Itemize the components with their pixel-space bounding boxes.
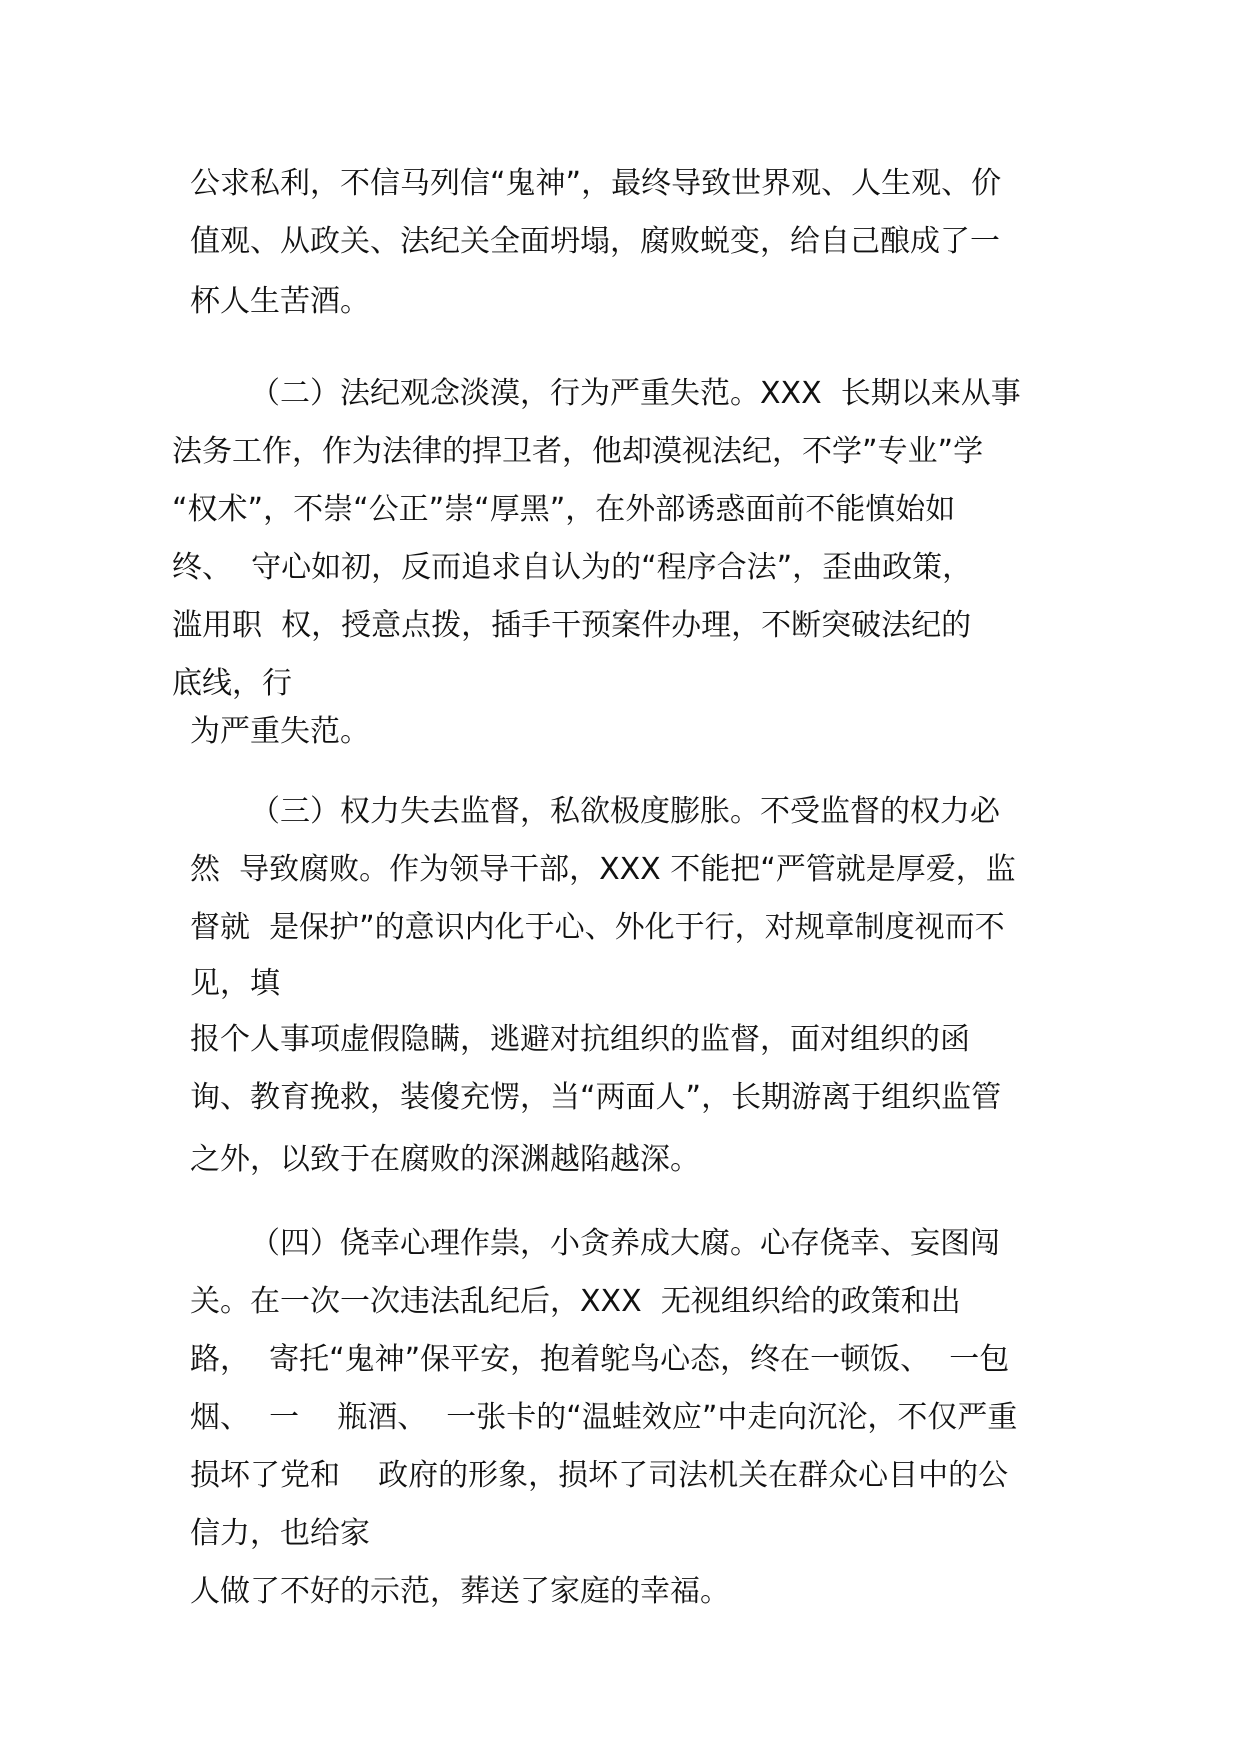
text-line: （三）权力失去监督，私欲极度膨胀。不受监督的权力必 bbox=[250, 794, 1000, 829]
text-line: “权术”，不崇“公正”崇“厚黑”，在外部诱惑面前不能慎始如 bbox=[172, 492, 956, 527]
text-line: 关。在一次一次违法乱纪后，XXX 无视组织给的政策和出 bbox=[190, 1284, 961, 1319]
text-line: 信力，也给家 bbox=[190, 1516, 370, 1551]
text-line: 然 导致腐败。作为领导干部，XXX 不能把“严管就是厚爱，监 bbox=[190, 852, 1016, 887]
text-line: 杯人生苦酒。 bbox=[190, 284, 370, 319]
text-line: 终、 守心如初，反而追求自认为的“程序合法”，歪曲政策， bbox=[172, 550, 973, 585]
text-line: 为严重失范。 bbox=[190, 714, 370, 749]
text-line: 公求私利，不信马列信“鬼神”，最终导致世界观、人生观、价 bbox=[190, 166, 1002, 201]
text-line: 烟、 一 瓶酒、 一张卡的“温蛙效应”中走向沉沦，不仅严重 bbox=[190, 1400, 1018, 1435]
text-line: 询、教育挽救，装傻充愣，当“两面人”，长期游离于组织监管 bbox=[190, 1080, 1002, 1115]
text-line: 之外，以致于在腐败的深渊越陷越深。 bbox=[190, 1142, 700, 1177]
text-line: （四）侥幸心理作祟，小贪养成大腐。心存侥幸、妄图闯 bbox=[250, 1226, 1000, 1261]
text-line: 底线，行 bbox=[172, 666, 292, 701]
text-line: 路， 寄托“鬼神”保平安，抱着鸵鸟心态，终在一顿饭、 一包 bbox=[190, 1342, 1010, 1377]
text-line: 报个人事项虚假隐瞒，逃避对抗组织的监督，面对组织的函 bbox=[190, 1022, 970, 1057]
text-line: 法务工作，作为法律的捍卫者，他却漠视法纪，不学”专业”学 bbox=[172, 434, 984, 469]
text-line: 值观、从政关、法纪关全面坍塌，腐败蜕变，给自己酿成了一 bbox=[190, 224, 1000, 259]
text-line: 督就 是保护”的意识内化于心、外化于行，对规章制度视而不 bbox=[190, 910, 1005, 945]
text-line: 损坏了党和 政府的形象，损坏了司法机关在群众心目中的公 bbox=[190, 1458, 1009, 1493]
text-line: 见，填 bbox=[190, 966, 280, 1001]
text-line: 滥用职 权，授意点拨，插手干预案件办理，不断突破法纪的 bbox=[172, 608, 972, 643]
text-line: （二）法纪观念淡漠，行为严重失范。XXX 长期以来从事 bbox=[250, 376, 1021, 411]
text-line: 人做了不好的示范，葬送了家庭的幸福。 bbox=[190, 1574, 730, 1609]
